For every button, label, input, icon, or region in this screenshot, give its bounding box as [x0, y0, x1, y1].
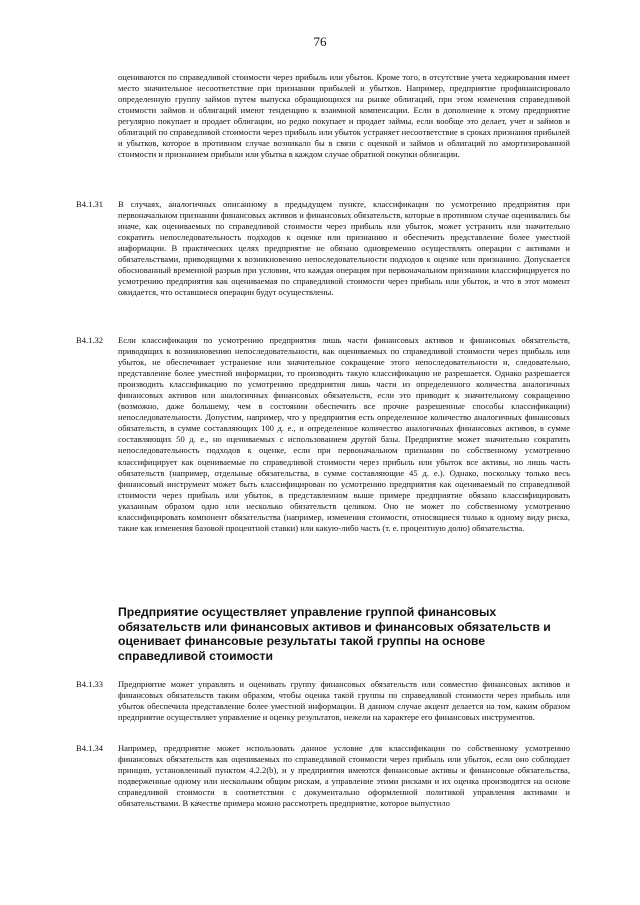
page-number: 76 — [313, 34, 327, 49]
paragraph-number: B4.1.33 — [76, 679, 104, 689]
paragraph-number: B4.1.31 — [76, 199, 104, 209]
paragraph-number: B4.1.34 — [76, 743, 104, 753]
paragraph-text: В случаях, аналогичных описанному в предыдущем пункте, классификация по усмотрению предприятия при первоначальном признании финансовых активов и финансовых обязательств, которые в противном случае оценивались бы иначе, как оцениваемых по справедливой стоимости через прибыль или убыток, может устранить или значительно сократить непоследовательность подходов к оценке или признанию и обеспечить представление более уместной информации. В практических целях предприятие не обязано одновременно осуществлять операции с активами и обязательствами, приводящими к возникновению непоследовательности подходов к оценке или признанию. Допускается обоснованный временной разрыв при условии, что каждая операция при первоначальном признании классифицируется по усмотрению предприятия как оцениваемая по справедливой стоимости через прибыль или убыток, и что в этот момент ожидается, что оставшиеся операции будут осуществлены. — [118, 199, 570, 298]
paragraph-text: Если классификация по усмотрению предприятия лишь части финансовых активов и финансовых обязательств, приводящих к возникновению непоследовательности, как оцениваемых по справедливой стоимости через прибыль или убыток, не обеспечивает устранение или значительное сокращение этого непоследовательности и, следовательно, представление более уместной информации, то производить такую классификацию не разрешается. Однако разрешается производить классификацию по усмотрению предприятия лишь части из определенного количества аналогичных финансовых активов или аналогичных финансовых обязательств, если это приводит к значительному сокращению (возможно, даже большему, чем в состоянии обеспечить все прочие разрешенные способы классификации) непоследовательности. Допустим, например, что у предприятия есть определенное количество аналогичных финансовых обязательств, в сумме составляющих 100 д. е., и определенное количество аналогичных финансовых активов, в сумме составляющих 50 д. е., но оцениваемых с использованием другой базы. Предприятие может значительно сократить непоследовательность подходов к оценке, если при первоначальном признании по собственному усмотрению классифицирует как оцениваемые по справедливой стоимости через прибыль или убыток все активы, но лишь часть обязательств (например, отдельные обязательства, в сумме составляющие 45 д. е.). Однако, поскольку только весь финансовый инструмент может быть классифицирован по усмотрению предприятия как оцениваемый по справедливой стоимости через прибыль или убыток, в представленном выше примере предприятие обязано классифицировать указанным образом одно или несколько обязательств целиком. Оно не может по собственному усмотрению классифицировать компонент обязательства (например, изменения стоимости, относящиеся только к одному виду риска, такие как изменения базовой процентной ставки) или какую-либо часть (т. е. процентную долю) обязательства. — [118, 335, 570, 533]
paragraph-text: Например, предприятие может использовать данное условие для классификации по собственному усмотрению финансовых обязательств как оцениваемых по справедливой стоимости через прибыль или убыток, если оно соблюдает принцип, установленный пунктом 4.2.2(b), и у предприятия имеются финансовые активы и финансовые обязательства, подверженные одному или нескольким общим рискам, а управление этими рисками и их оценка производятся на основе справедливой стоимости в соответствии с документально оформленной политикой управления активами и обязательствами. В качестве примера можно рассмотреть предприятие, которое выпустило — [118, 743, 570, 809]
paragraph-number: B4.1.32 — [76, 335, 104, 345]
section-heading: Предприятие осуществляет управление группой финансовых обязательств или финансовых активов и финансовых обязательств и оценивает финансовые результаты такой группы на основе справедливой стоимости — [118, 605, 551, 663]
paragraph-text: Предприятие может управлять и оценивать группу финансовых обязательств или совместно финансовых активов и финансовых обязательств таким образом, чтобы оценка такой группы по справедливой стоимости через прибыль или убыток обеспечила представление более уместной информации. В данном случае акцент делается на том, каким образом предприятие осуществляет управление и оценку результатов, нежели на характере его финансовых инструментов. — [118, 679, 570, 723]
intro-paragraph: оцениваются по справедливой стоимости через прибыль или убыток. Кроме того, в отсутствие учета хеджирования имеет место значительное несоответствие при признании прибылей и убытков. Например, предприятие профинансировало определенную группу займов путем выпуска обращающихся на рынке облигаций, при этом изменения справедливой стоимости займов и облигаций имеют тенденцию к взаимной компенсации. Если в дополнение к этому предприятие регулярно покупает и продает облигации, но редко покупает и продает займы, если вообще это делает, учет и займов и облигаций по справедливой стоимости через прибыль или убыток устраняет несоответствие в сроках признания прибылей и убытков, которое в противном случае возникало бы в связи с оценкой и займов и облигаций по амортизированной стоимости и признанием прибыли или убытка в каждом случае обратной покупки облигации. — [118, 72, 570, 160]
